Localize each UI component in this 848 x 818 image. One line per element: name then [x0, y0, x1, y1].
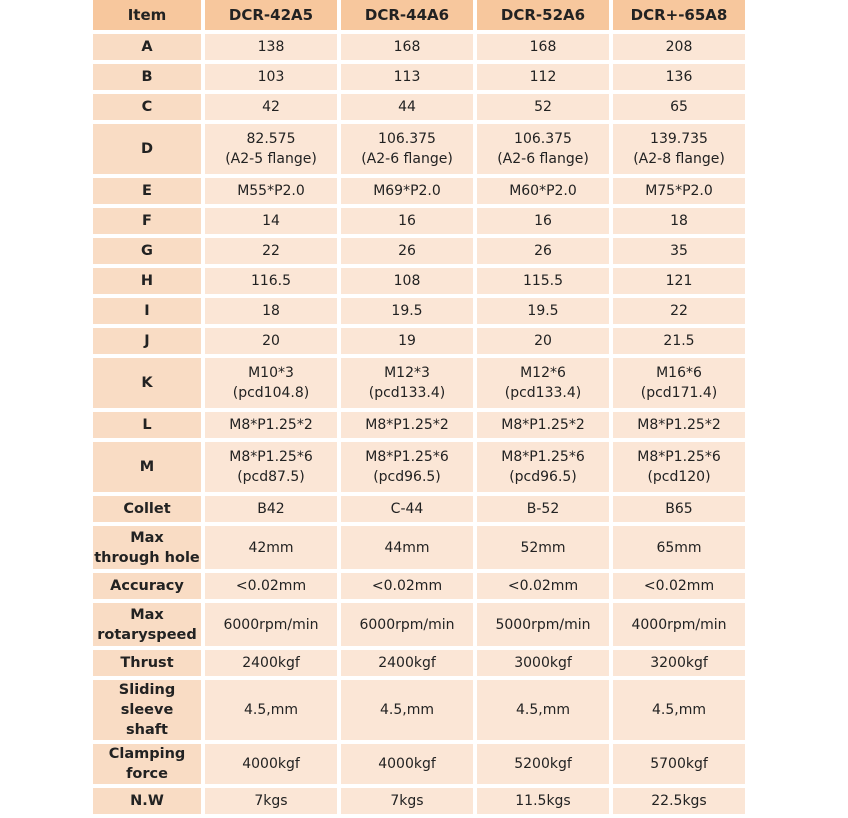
cell-value: M8*P1.25*2 — [637, 417, 721, 433]
row-label — [93, 603, 201, 646]
table-cell — [613, 412, 745, 438]
table-cell — [205, 94, 337, 120]
table-cell — [205, 526, 337, 569]
cell-value: 2400kgf — [378, 655, 436, 671]
table-cell — [205, 412, 337, 438]
cell-value: 108 — [393, 273, 421, 289]
table-row — [93, 788, 745, 814]
cell-value: 16 — [534, 213, 552, 229]
table-cell — [341, 238, 473, 264]
row-label-text: K — [141, 375, 153, 391]
cell-value: 4000rpm/min — [631, 616, 727, 633]
table-cell — [477, 64, 609, 90]
row-label-text: Max rotaryspeed — [97, 606, 197, 643]
cell-value: 65mm — [656, 539, 702, 556]
cell-value: 44mm — [384, 539, 430, 556]
table-cell — [613, 573, 745, 599]
table-cell — [477, 268, 609, 294]
table-cell — [205, 680, 337, 740]
table-header — [93, 0, 745, 30]
table-cell — [613, 680, 745, 740]
cell-value: 139.735 (A2-8 flange) — [633, 131, 725, 167]
spec-table — [89, 0, 749, 818]
row-label — [93, 328, 201, 354]
table-cell — [341, 680, 473, 740]
table-cell — [205, 603, 337, 646]
table-cell — [341, 788, 473, 814]
cell-value: 19 — [398, 333, 416, 349]
row-label — [93, 744, 201, 784]
cell-value: 208 — [665, 39, 693, 55]
cell-value: 3200kgf — [650, 655, 708, 671]
table-row — [93, 603, 745, 646]
cell-value: 115.5 — [522, 273, 564, 289]
cell-value: 7kgs — [254, 793, 288, 809]
table-cell — [205, 788, 337, 814]
row-label — [93, 412, 201, 438]
table-row — [93, 526, 745, 569]
cell-value: M8*P1.25*2 — [365, 417, 449, 433]
cell-value: 138 — [257, 39, 285, 55]
cell-value: M60*P2.0 — [509, 183, 577, 199]
cell-value: 35 — [670, 243, 688, 259]
cell-value: 4000kgf — [378, 756, 436, 772]
table-cell — [613, 496, 745, 522]
row-label — [93, 358, 201, 408]
cell-value: 4.5,mm — [380, 702, 434, 718]
table-row — [93, 442, 745, 492]
row-label-text: J — [144, 333, 150, 349]
table-cell — [205, 496, 337, 522]
cell-value: C-44 — [390, 501, 424, 517]
table-row — [93, 358, 745, 408]
cell-value: 4.5,mm — [244, 702, 298, 718]
table-cell — [341, 328, 473, 354]
table-cell — [477, 34, 609, 60]
table-cell — [205, 178, 337, 204]
table-row — [93, 328, 745, 354]
cell-value: M8*P1.25*6 (pcd96.5) — [365, 449, 449, 485]
table-cell — [341, 442, 473, 492]
table-row — [93, 496, 745, 522]
row-label-text: I — [144, 303, 150, 319]
row-label-text: E — [142, 183, 152, 199]
table-cell — [341, 526, 473, 569]
cell-value: M69*P2.0 — [373, 183, 441, 199]
cell-value: 2400kgf — [242, 655, 300, 671]
table-cell — [205, 238, 337, 264]
table-cell — [341, 124, 473, 174]
table-cell — [613, 442, 745, 492]
cell-value: B65 — [665, 501, 693, 517]
table-row — [93, 268, 745, 294]
cell-value: 5200kgf — [514, 756, 572, 772]
cell-value: 21.5 — [663, 333, 695, 349]
table-cell — [341, 573, 473, 599]
cell-value: 106.375 (A2-6 flange) — [497, 131, 589, 167]
header-model: DCR+-65A8 — [613, 0, 745, 30]
cell-value: M10*3 (pcd104.8) — [232, 365, 310, 401]
table-cell — [205, 744, 337, 784]
table-cell — [613, 238, 745, 264]
cell-value: 106.375 (A2-6 flange) — [361, 131, 453, 167]
row-label — [93, 788, 201, 814]
table-cell — [477, 412, 609, 438]
cell-value: 44 — [398, 99, 416, 115]
table-row — [93, 412, 745, 438]
row-label — [93, 298, 201, 324]
cell-value: <0.02mm — [507, 578, 579, 594]
table-cell — [205, 208, 337, 234]
table-row — [93, 298, 745, 324]
table-cell — [477, 788, 609, 814]
cell-value: M75*P2.0 — [645, 183, 713, 199]
row-label-text: L — [142, 417, 152, 433]
row-label — [93, 64, 201, 90]
cell-value: <0.02mm — [643, 578, 715, 594]
cell-value: M8*P1.25*6 (pcd96.5) — [501, 449, 585, 485]
table-cell — [341, 208, 473, 234]
cell-value: 112 — [529, 69, 557, 85]
table-cell — [613, 298, 745, 324]
row-label — [93, 268, 201, 294]
cell-value: 20 — [262, 333, 280, 349]
table-cell — [477, 680, 609, 740]
table-cell — [477, 526, 609, 569]
table-cell — [341, 178, 473, 204]
table-cell — [205, 124, 337, 174]
row-label — [93, 650, 201, 676]
table-cell — [613, 64, 745, 90]
table-cell — [205, 650, 337, 676]
row-label — [93, 208, 201, 234]
table-cell — [477, 124, 609, 174]
row-label — [93, 496, 201, 522]
cell-value: 113 — [393, 69, 421, 85]
table-row — [93, 34, 745, 60]
table-cell — [613, 124, 745, 174]
cell-value: <0.02mm — [235, 578, 307, 594]
row-label-text: Clamping force — [108, 746, 186, 782]
table-row — [93, 238, 745, 264]
row-label-text: B — [141, 69, 153, 85]
table-row — [93, 94, 745, 120]
table-row — [93, 124, 745, 174]
row-label-text: Sliding sleeve shaft — [118, 682, 176, 738]
table-row — [93, 64, 745, 90]
table-cell — [613, 328, 745, 354]
row-label-text: F — [142, 213, 152, 229]
row-label-text: G — [141, 243, 153, 259]
table-cell — [613, 788, 745, 814]
header-model: DCR-44A6 — [341, 0, 473, 30]
table-cell — [477, 496, 609, 522]
header-item: Item — [93, 0, 201, 30]
cell-value: 5700kgf — [650, 756, 708, 772]
row-label — [93, 573, 201, 599]
row-label — [93, 34, 201, 60]
table-cell — [613, 744, 745, 784]
row-label — [93, 124, 201, 174]
row-label — [93, 442, 201, 492]
cell-value: M8*P1.25*6 (pcd87.5) — [229, 449, 313, 485]
row-label — [93, 94, 201, 120]
table-body — [93, 34, 745, 814]
table-row — [93, 178, 745, 204]
table-row — [93, 208, 745, 234]
table-cell — [477, 328, 609, 354]
cell-value: 11.5kgs — [515, 793, 571, 809]
cell-value: 168 — [529, 39, 557, 55]
table-cell — [477, 238, 609, 264]
cell-value: 103 — [257, 69, 285, 85]
table-cell — [613, 358, 745, 408]
cell-value: 6000rpm/min — [223, 616, 319, 633]
cell-value: 4.5,mm — [652, 702, 706, 718]
table-cell — [477, 650, 609, 676]
row-label-text: Thrust — [120, 655, 174, 671]
table-cell — [341, 94, 473, 120]
cell-value: M16*6 (pcd171.4) — [640, 365, 718, 401]
cell-value: 3000kgf — [514, 655, 572, 671]
table-cell — [205, 573, 337, 599]
cell-value: 65 — [670, 99, 688, 115]
table-cell — [341, 298, 473, 324]
row-label — [93, 238, 201, 264]
cell-value: 19.5 — [527, 303, 559, 319]
table-cell — [341, 650, 473, 676]
cell-value: 14 — [262, 213, 280, 229]
row-label-text: M — [139, 459, 155, 475]
cell-value: M8*P1.25*6 (pcd120) — [637, 449, 721, 485]
cell-value: 6000rpm/min — [359, 616, 455, 633]
cell-value: M8*P1.25*2 — [229, 417, 313, 433]
row-label — [93, 526, 201, 569]
table-cell — [477, 442, 609, 492]
table-cell — [613, 650, 745, 676]
cell-value: 22 — [262, 243, 280, 259]
table-cell — [477, 298, 609, 324]
cell-value: 4000kgf — [242, 756, 300, 772]
table-cell — [613, 34, 745, 60]
cell-value: 18 — [670, 213, 688, 229]
table-cell — [613, 94, 745, 120]
cell-value: 4.5,mm — [516, 702, 570, 718]
cell-value: B42 — [257, 501, 285, 517]
table-row — [93, 680, 745, 740]
cell-value: 18 — [262, 303, 280, 319]
cell-value: 136 — [665, 69, 693, 85]
table-cell — [613, 526, 745, 569]
cell-value: 7kgs — [390, 793, 424, 809]
cell-value: 116.5 — [250, 273, 292, 289]
table-cell — [341, 744, 473, 784]
cell-value: <0.02mm — [371, 578, 443, 594]
row-label-text: N.W — [130, 793, 164, 809]
table-cell — [205, 328, 337, 354]
row-label-text: Accuracy — [110, 578, 184, 594]
cell-value: 52mm — [520, 539, 566, 556]
row-label-text: Collet — [123, 501, 171, 517]
cell-value: M12*6 (pcd133.4) — [504, 365, 582, 401]
table-cell — [477, 208, 609, 234]
row-label-text: Max through hole — [94, 529, 200, 566]
cell-value: 22 — [670, 303, 688, 319]
table-cell — [477, 94, 609, 120]
table-row — [93, 744, 745, 784]
table-cell — [205, 298, 337, 324]
header-model: DCR-42A5 — [205, 0, 337, 30]
table-cell — [613, 603, 745, 646]
table-cell — [477, 603, 609, 646]
row-label-text: D — [140, 141, 154, 157]
table-cell — [205, 64, 337, 90]
table-cell — [613, 208, 745, 234]
table-cell — [205, 358, 337, 408]
cell-value: 42mm — [248, 539, 294, 556]
cell-value: M8*P1.25*2 — [501, 417, 585, 433]
table-cell — [341, 603, 473, 646]
table-cell — [341, 412, 473, 438]
row-label — [93, 178, 201, 204]
row-label-text: H — [140, 273, 154, 289]
table-cell — [477, 358, 609, 408]
table-cell — [613, 268, 745, 294]
table-cell — [341, 34, 473, 60]
cell-value: 19.5 — [391, 303, 423, 319]
cell-value: M12*3 (pcd133.4) — [368, 365, 446, 401]
header-row — [93, 0, 745, 30]
table-cell — [477, 178, 609, 204]
header-model: DCR-52A6 — [477, 0, 609, 30]
cell-value: 52 — [534, 99, 552, 115]
row-label-text: A — [141, 39, 153, 55]
table-cell — [341, 268, 473, 294]
row-label-text: C — [141, 99, 153, 115]
cell-value: B-52 — [526, 501, 560, 517]
cell-value: 5000rpm/min — [495, 616, 591, 633]
cell-value: 168 — [393, 39, 421, 55]
cell-value: 20 — [534, 333, 552, 349]
cell-value: M55*P2.0 — [237, 183, 305, 199]
table-cell — [341, 496, 473, 522]
cell-value: 26 — [398, 243, 416, 259]
table-row — [93, 573, 745, 599]
table-cell — [205, 268, 337, 294]
table-cell — [613, 178, 745, 204]
cell-value: 22.5kgs — [651, 793, 707, 809]
table-row — [93, 650, 745, 676]
table-cell — [205, 442, 337, 492]
table-cell — [341, 64, 473, 90]
row-label — [93, 680, 201, 740]
table-cell — [205, 34, 337, 60]
table-cell — [341, 358, 473, 408]
cell-value: 42 — [262, 99, 280, 115]
table-cell — [477, 744, 609, 784]
cell-value: 121 — [665, 273, 693, 289]
cell-value: 82.575 (A2-5 flange) — [225, 131, 317, 167]
table-cell — [477, 573, 609, 599]
cell-value: 16 — [398, 213, 416, 229]
cell-value: 26 — [534, 243, 552, 259]
